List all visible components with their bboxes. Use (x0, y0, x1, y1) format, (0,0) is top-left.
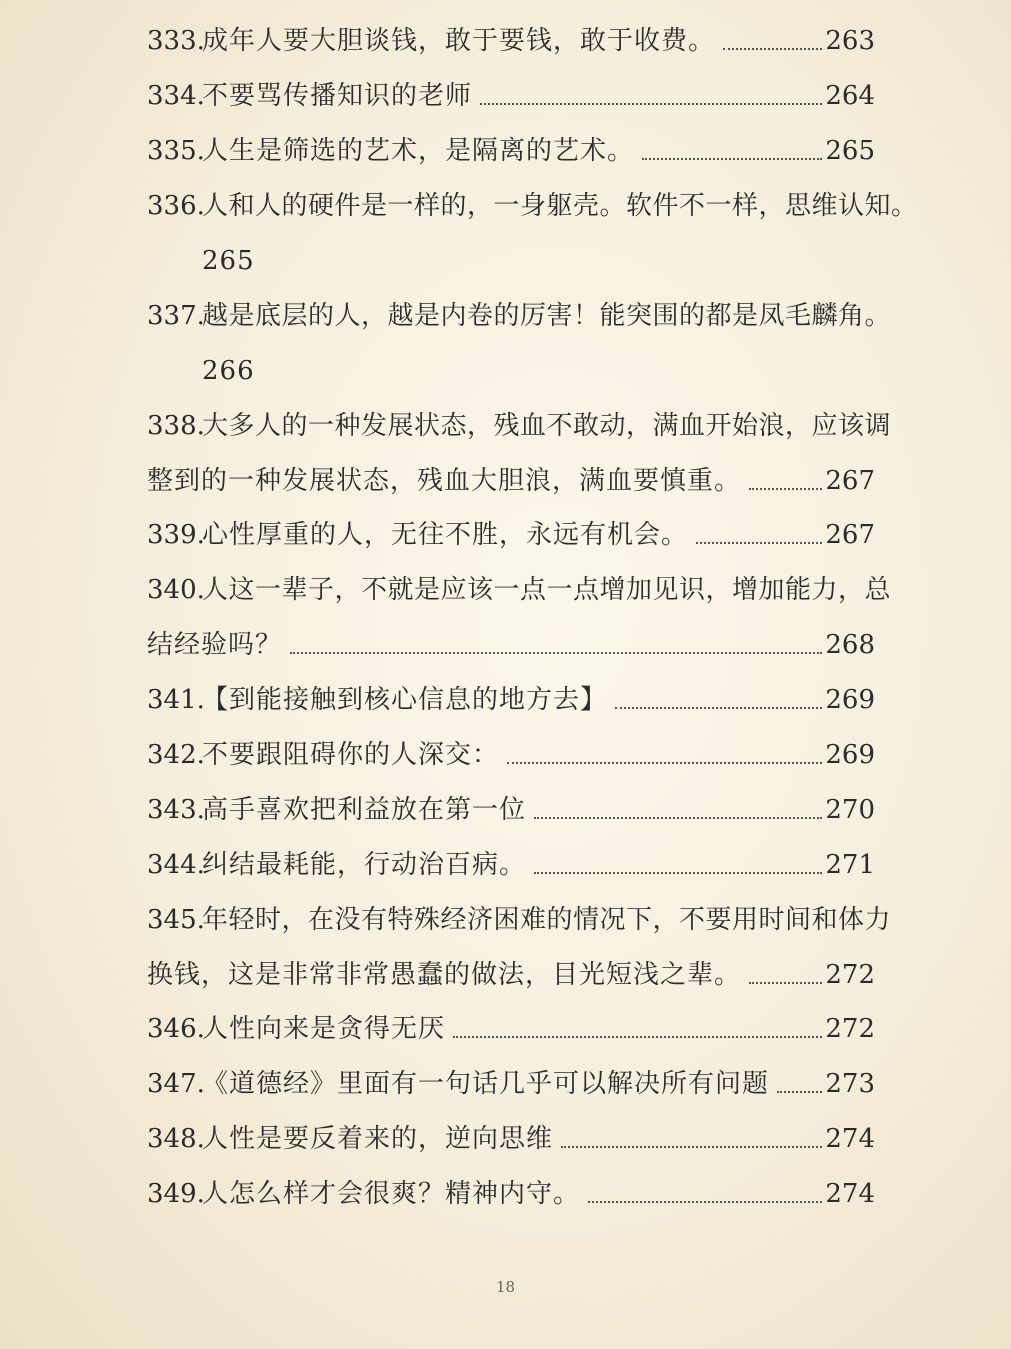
toc-entry[interactable] (147, 69, 875, 124)
toc-entry[interactable] (147, 563, 892, 618)
toc-entry[interactable] (147, 673, 875, 728)
entry-title: 人和人的硬件是一样的，一身躯壳。软件不一样，思维认知。 (202, 191, 918, 222)
entry-number: 340. (147, 575, 205, 606)
toc-entry[interactable] (147, 398, 892, 453)
dot-leader (588, 1201, 822, 1203)
entry-title: 人性向来是贪得无厌 (202, 1014, 446, 1045)
entry-number: 333. (147, 26, 205, 57)
toc-entry[interactable] (147, 1002, 875, 1057)
dot-leader (561, 1146, 822, 1148)
toc-entry[interactable] (147, 1167, 875, 1222)
dot-leader (534, 817, 822, 819)
toc-entry[interactable] (147, 1112, 875, 1167)
entry-title: 大多人的一种发展状态，残血不敢动，满血开始浪，应该调 (202, 410, 892, 441)
toc-entry[interactable] (147, 892, 892, 947)
entry-title: 纠结最耗能，行动治百病。 (202, 849, 527, 880)
entry-title: 人性是要反着来的，逆向思维 (202, 1124, 554, 1155)
entry-number: 338. (147, 410, 205, 441)
entry-title: 结经验吗？ (147, 630, 283, 661)
entry-number: 335. (147, 136, 205, 167)
entry-title: 越是底层的人，越是内卷的厉害！能突围的都是凤毛麟角。 (202, 300, 892, 331)
entry-page: 269 (825, 685, 875, 716)
entry-number: 343. (147, 794, 205, 825)
toc-entry[interactable] (147, 728, 875, 783)
entry-title: 年轻时，在没有特殊经济困难的情况下，不要用时间和体力 (202, 904, 892, 935)
entry-page: 265 (825, 136, 875, 167)
dot-leader (777, 1091, 822, 1093)
entry-number: 349. (147, 1179, 205, 1210)
toc-entry[interactable] (147, 508, 875, 563)
toc-entry-continuation[interactable] (147, 453, 875, 508)
toc-entry[interactable] (147, 288, 892, 343)
entry-page: 274 (825, 1124, 875, 1155)
entry-number: 337. (147, 300, 205, 331)
entry-number: 339. (147, 520, 205, 551)
entry-number: 346. (147, 1014, 205, 1045)
entry-page: 271 (825, 849, 875, 880)
entry-page: 264 (825, 81, 875, 112)
entry-title: 高手喜欢把利益放在第一位 (202, 794, 527, 825)
entry-number: 336. (147, 191, 205, 222)
dot-leader (615, 707, 822, 709)
entry-number: 334. (147, 81, 205, 112)
entry-number: 342. (147, 740, 205, 771)
entry-number: 344. (147, 849, 205, 880)
entry-title: 人这一辈子，不就是应该一点一点增加见识，增加能力，总 (202, 575, 892, 606)
entry-page: 263 (825, 26, 875, 57)
entry-title: 【到能接触到核心信息的地方去】 (202, 685, 608, 716)
entry-page: 272 (825, 1014, 875, 1045)
toc-entry-continuation[interactable] (147, 618, 875, 673)
toc-entry-continuation[interactable] (147, 234, 875, 289)
entry-page: 266 (202, 355, 255, 386)
entry-title: 心性厚重的人，无往不胜，永远有机会。 (202, 520, 689, 551)
entry-page: 274 (825, 1179, 875, 1210)
table-of-contents (147, 14, 918, 1222)
dot-leader (453, 1036, 822, 1038)
dot-leader (696, 542, 822, 544)
dot-leader (749, 488, 822, 490)
entry-number: 341. (147, 685, 205, 716)
entry-title: 换钱，这是非常非常愚蠢的做法，目光短浅之辈。 (147, 959, 742, 990)
entry-page: 267 (825, 520, 875, 551)
dot-leader (534, 872, 822, 874)
toc-entry[interactable] (147, 124, 875, 179)
entry-title: 人生是筛选的艺术，是隔离的艺术。 (202, 136, 635, 167)
dot-leader (480, 103, 822, 105)
entry-page: 273 (825, 1069, 875, 1100)
dot-leader (290, 652, 822, 654)
entry-title: 《道德经》里面有一句话几乎可以解决所有问题 (202, 1069, 770, 1100)
toc-entry-continuation[interactable] (147, 343, 875, 398)
dot-leader (507, 762, 822, 764)
entry-number: 347. (147, 1069, 205, 1100)
entry-title: 成年人要大胆谈钱，敢于要钱，敢于收费。 (202, 26, 716, 57)
toc-entry[interactable] (147, 14, 875, 69)
entry-page: 272 (825, 959, 875, 990)
page-number: 18 (495, 1278, 516, 1296)
dot-leader (723, 48, 822, 50)
toc-entry[interactable] (147, 837, 875, 892)
entry-number: 345. (147, 904, 205, 935)
entry-title: 不要跟阻碍你的人深交： (202, 740, 500, 771)
entry-page: 268 (825, 630, 875, 661)
entry-page: 267 (825, 465, 875, 496)
toc-entry[interactable] (147, 1057, 875, 1112)
entry-title: 不要骂传播知识的老师 (202, 81, 473, 112)
entry-title: 人怎么样才会很爽？精神内守。 (202, 1179, 581, 1210)
entry-page: 270 (825, 794, 875, 825)
entry-number: 348. (147, 1124, 205, 1155)
dot-leader (749, 982, 822, 984)
entry-page: 265 (202, 246, 255, 276)
toc-entry[interactable] (147, 782, 875, 837)
toc-entry[interactable] (147, 179, 918, 234)
dot-leader (642, 158, 822, 160)
entry-page: 269 (825, 740, 875, 771)
toc-entry-continuation[interactable] (147, 947, 875, 1002)
entry-title: 整到的一种发展状态，残血大胆浪，满血要慎重。 (147, 465, 742, 496)
